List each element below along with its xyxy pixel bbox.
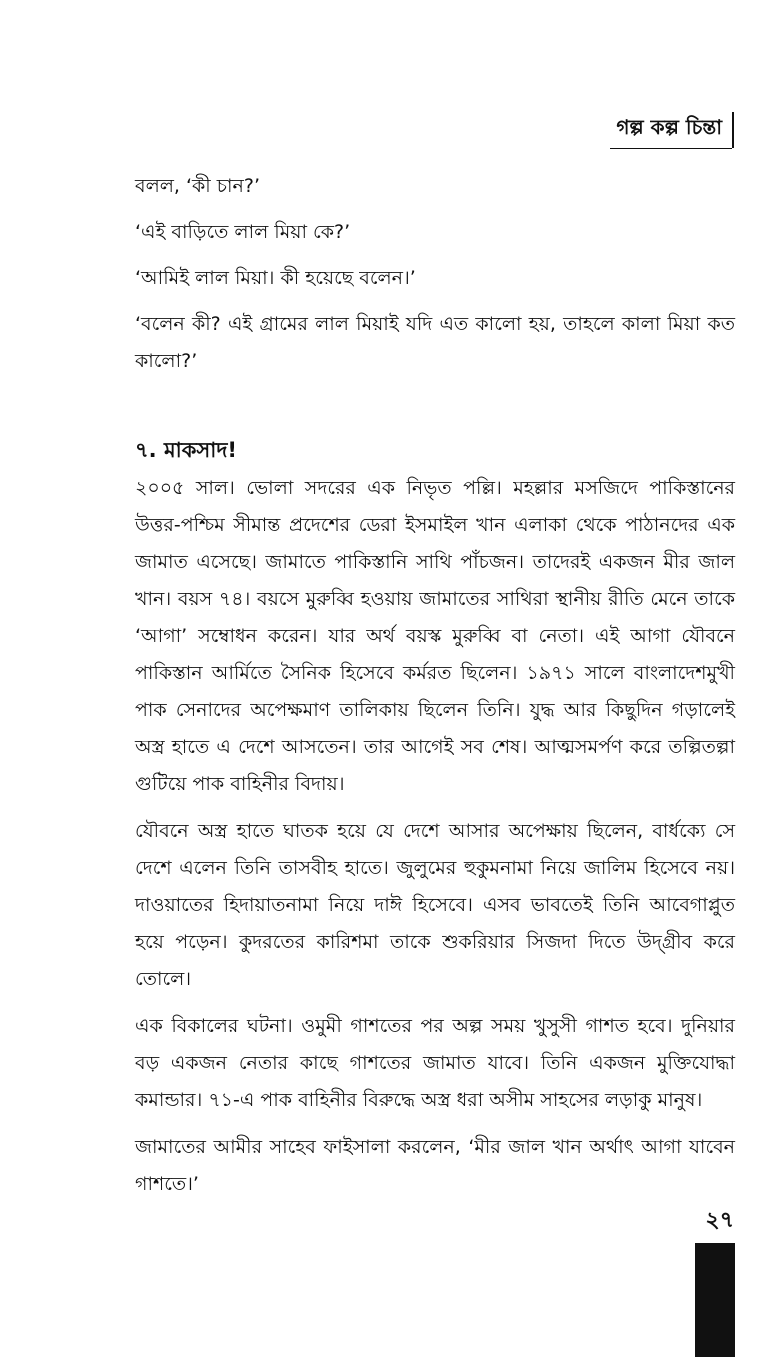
section-paragraph: এক বিকালের ঘটনা। ওমুমী গাশতের পর অল্প সময় খুসুসী গাশত হবে। দুনিয়ার বড় একজন নেতার কাছে গাশতের জামাত যাবে। তিনি একজন মুক্তিযোদ্ধা কমান্ডার। ৭১-এ পাক বাহিনীর বিরুদ্ধে অস্ত্র ধরা অসীম সাহসের লড়াকু মানুষ।: [135, 1015, 735, 1111]
running-head: [610, 112, 734, 149]
section-paragraph: জামাতের আমীর সাহেব ফাইসালা করলেন, ‘মীর জাল খান অর্থাৎ আগা যাবেন গাশতে।’: [135, 1136, 735, 1195]
dialogue-line: ‘এই বাড়িতে লাল মিয়া কে?’: [135, 221, 351, 243]
dialogue-line: বলল, ‘কী চান?’: [135, 175, 261, 197]
section-7: [135, 430, 735, 1203]
dialogue-line: ‘আমিই লাল মিয়া। কী হয়েছে বলেন।’: [135, 267, 416, 289]
section-paragraph: যৌবনে অস্ত্র হাতে ঘাতক হয়ে যে দেশে আসার অপেক্ষায় ছিলেন, বার্ধক্যে সে দেশে এলেন তিনি তাসবীহ হাতে। জুলুমের হুকুমনামা নিয়ে জালিম হিসেবে নয়। দাওয়াতের হিদায়াতনামা নিয়ে দাঈ হিসেবে। এসব ভাবতেই তিনি আবেগাপ্লুত হয়ে পড়েন। কুদরতের কারিশমা তাকে শুকরিয়ার সিজদা দিতে উদ্‌গ্রীব করে তোলে।: [135, 820, 735, 990]
thumb-index-tab: [695, 1243, 735, 1357]
running-head-rule: [732, 112, 734, 148]
section-heading: ৭. মাকসাদ!: [135, 438, 237, 462]
body-text: [135, 168, 735, 1213]
page-number: ২৭: [705, 1208, 734, 1233]
running-head-title: গল্প কল্প চিন্তা: [610, 112, 732, 149]
section-paragraph: ২০০৫ সাল। ভোলা সদরের এক নিভৃত পল্লি। মহল্লার মসজিদে পাকিস্তানের উত্তর-পশ্চিম সীমান্ত প্রদেশের ডেরা ইসমাইল খান এলাকা থেকে পাঠানদের এক জামাত এসেছে। জামাতে পাকিস্তানি সাথি পাঁচজন। তাদেরই একজন মীর জাল খান। বয়স ৭৪। বয়সে মুরুব্বি হওয়ায় জামাতের সাথিরা স্থানীয় রীতি মেনে তাকে ‘আগা’ সম্বোধন করেন। যার অর্থ বয়স্ক মুরুব্বি বা নেতা। এই আগা যৌবনে পাকিস্তান আর্মিতে সৈনিক হিসেবে কর্মরত ছিলেন। ১৯৭১ সালে বাংলাদেশমুখী পাক সেনাদের অপেক্ষমাণ তালিকায় ছিলেন তিনি। যুদ্ধ আর কিছুদিন গড়ালেই অস্ত্র হাতে এ দেশে আসতেন। তার আগেই সব শেষ। আত্মসমর্পণ করে তল্পিতল্পা গুটিয়ে পাক বাহিনীর বিদায়।: [135, 477, 735, 795]
dialogue-line: ‘বলেন কী? এই গ্রামের লাল মিয়াই যদি এত কালো হয়, তাহলে কালা মিয়া কত কালো?’: [135, 313, 735, 372]
